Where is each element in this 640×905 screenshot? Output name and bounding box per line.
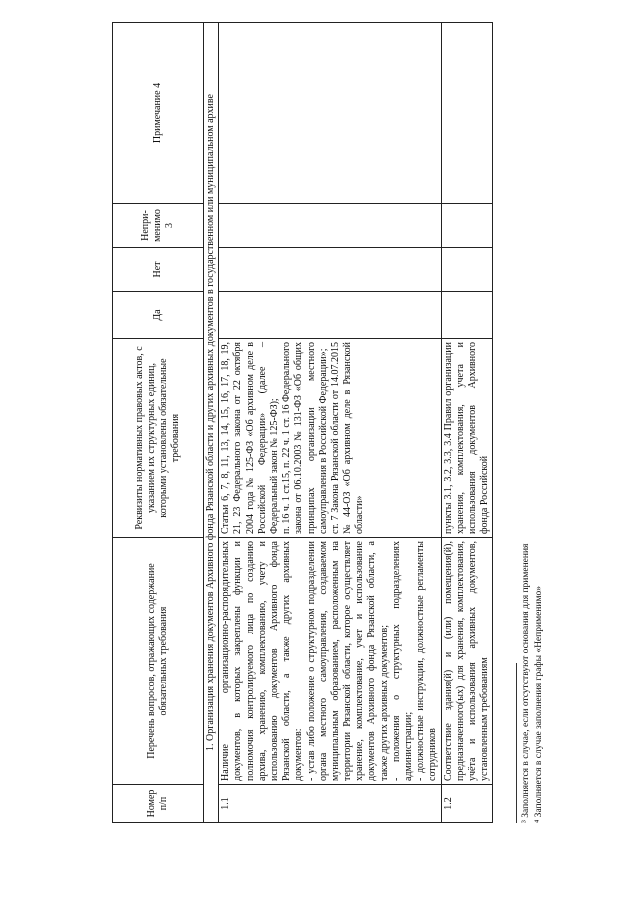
table-row xyxy=(219,23,441,823)
section-row xyxy=(204,23,219,823)
footnote: ⁴ Заполняется в случае заполнения графы «Неприменимо» xyxy=(533,586,544,823)
requisite-paragraph: п. 16 ч. 1 ст.15, п. 22 ч. 1 ст. 16 Федерального закона от 06.10.2003 № 131-ФЗ «Об общих принципах организации местного самоуправления в Российской Федерации»; xyxy=(281,342,329,534)
header-note: Примечание 4 xyxy=(113,23,204,204)
question-paragraph: - должностные инструкции, должностные регламенты сотрудников xyxy=(415,541,439,781)
table-header-row xyxy=(113,23,204,823)
row-question xyxy=(219,538,441,785)
cell-no xyxy=(219,248,441,292)
header-no: Нет xyxy=(113,248,204,292)
requisite-paragraph: ст. 7 Закона Рязанской области от 14.07.2015 № 44-ОЗ «Об архивном деле в Рязанской области» xyxy=(329,342,366,534)
requisite-paragraph: Статьи 6, 7, 8, 11, 13, 14, 15, 16, 17, 18, 19, 21, 23 Федерального закона от 22 октября 2004 года № 125-ФЗ «Об архивном деле в Российской Федерации» (далее – Федеральный закон № 125-ФЗ); xyxy=(220,342,280,534)
question-paragraph: - устав либо положение о структурном подразделении органа местного самоуправления, создаваемом муниципальным образованием, расположенным на территории Рязанской области, которое осуществляет хранение, комплектование, учет и использование документов Архивного фонда Рязанской области, а также других архивных документов; xyxy=(305,541,390,781)
cell-not-applicable xyxy=(219,204,441,248)
header-requisites: Реквизиты нормативных правовых актов, с указанием их структурных единиц, которыми установлены обязательные требования xyxy=(113,339,204,538)
question-paragraph: Наличие организационно-распорядительных документов, в которых закреплены функции и полномочия контролируемого лица по созданию архива, хранению, комплектованию, учету и использованию документов Архивного фонда Рязанской области, а также других архивных документов: xyxy=(220,541,305,781)
row-number: 1.1 xyxy=(219,785,441,823)
section-title: 1. Организация хранения документов Архивного фонда Рязанской области и других архивных документов в государственном или муниципальном архиве xyxy=(204,23,219,823)
question-paragraph: Соответствие здания(й) и (или) помещения(й), предназначенного(ых) для хранения, комплектования, учёта и использования архивных документов, установленным требованиям xyxy=(442,541,491,781)
question-paragraph: - положения о структурных подразделениях администрации; xyxy=(390,541,414,781)
cell-yes xyxy=(441,292,493,339)
footnote: ³ Заполняется в случае, если отсутствуют основания для применения xyxy=(521,543,531,823)
footnotes xyxy=(520,544,546,823)
requisite-paragraph: пункты 3.1, 3.2, 3.3, 3.4 Правил организации хранения, комплектования, учета и использования документов Архивного фонда Российской xyxy=(442,342,491,534)
cell-not-applicable xyxy=(441,204,493,248)
cell-no xyxy=(441,248,493,292)
row-requisites xyxy=(219,339,441,538)
footnote-divider xyxy=(516,663,517,823)
header-not-applicable: Непри-менимо 3 xyxy=(113,204,204,248)
checklist-table xyxy=(112,22,493,823)
row-question xyxy=(441,538,493,785)
cell-note xyxy=(441,23,493,204)
header-number: Номер п/п xyxy=(113,785,204,823)
row-number: 1.2 xyxy=(441,785,493,823)
table-row xyxy=(441,23,493,823)
row-requisites xyxy=(441,339,493,538)
header-questions: Перечень вопросов, отражающих содержание обязательных требования xyxy=(113,538,204,785)
cell-note xyxy=(219,23,441,204)
cell-yes xyxy=(219,292,441,339)
header-yes: Да xyxy=(113,292,204,339)
